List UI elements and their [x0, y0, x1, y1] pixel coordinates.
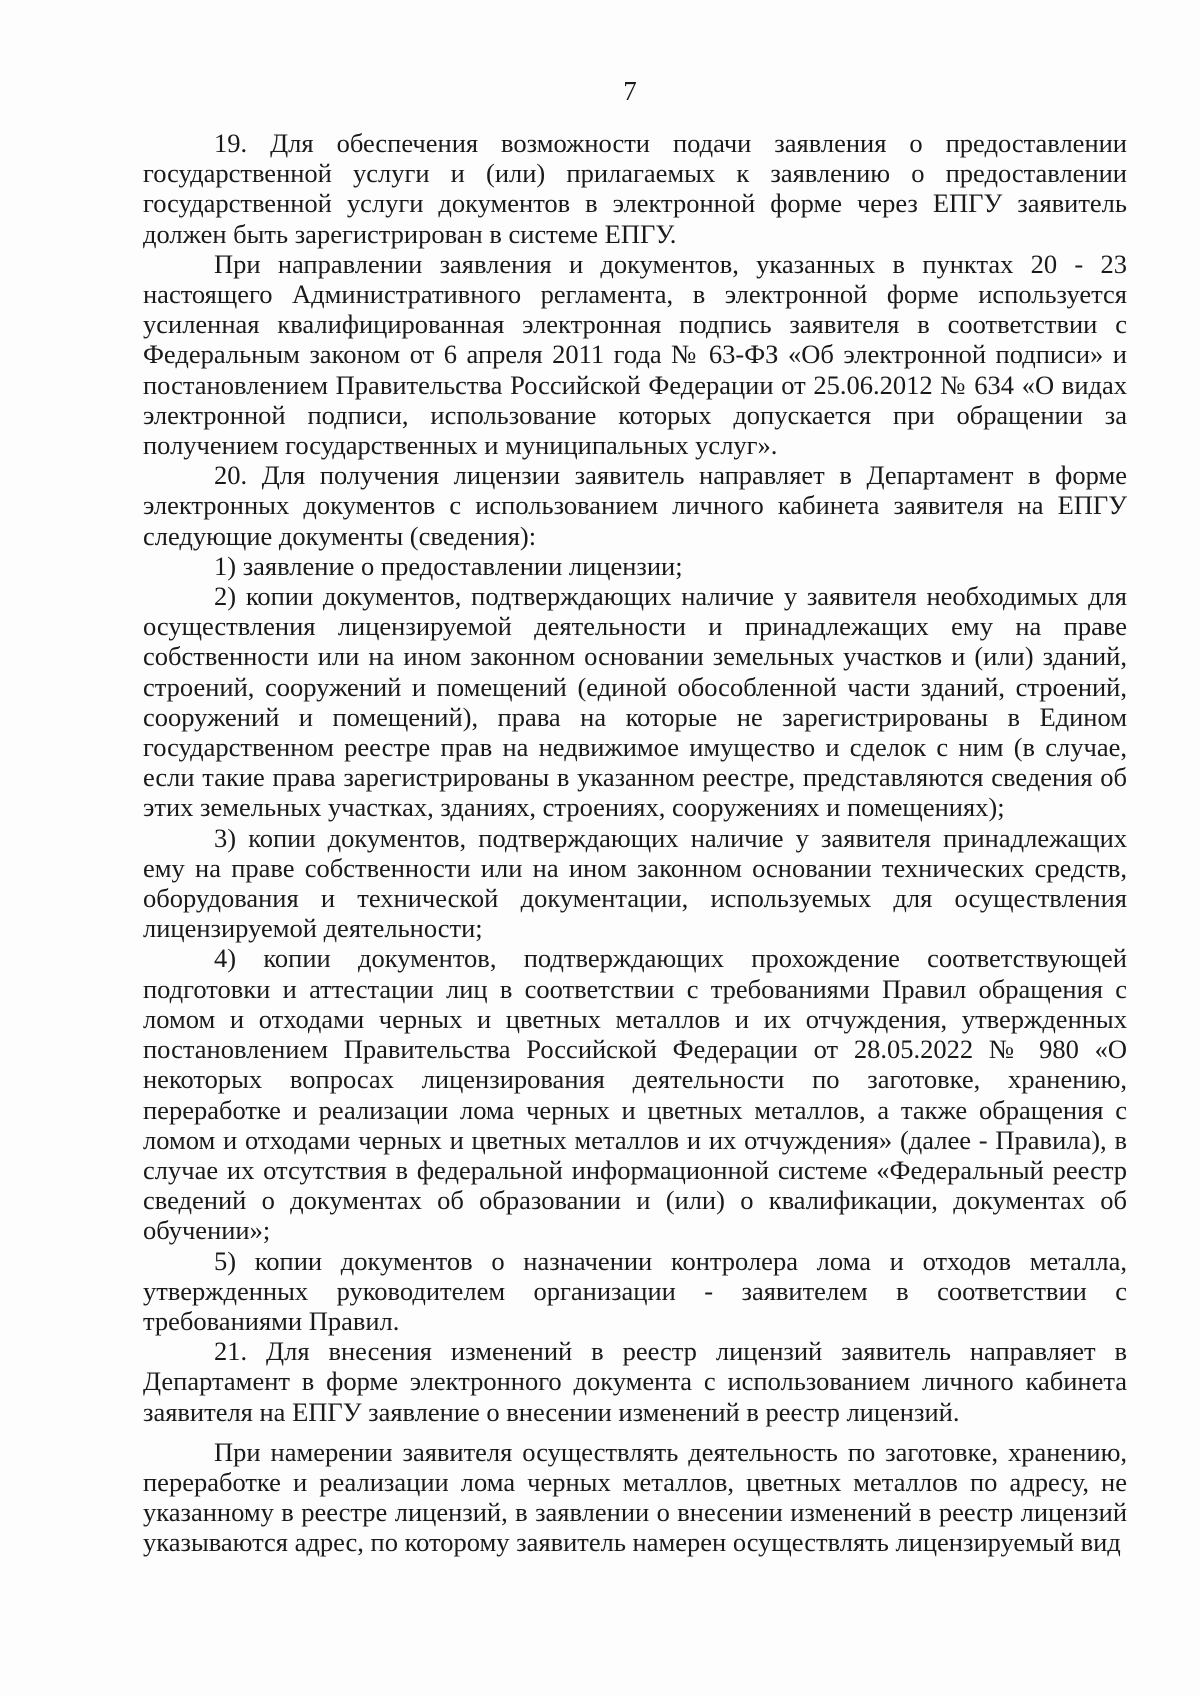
paragraph-21-address: При намерении заявителя осуществлять деятельность по заготовке, хранению, переработке и реализации лома черных металлов, цветных металлов по адресу, не указанному в реестре лицензий, в заявлении о внесении изменений в реестр лицензий указываются адрес, по которому заявитель намерен осуществлять лицензируемый вид [143, 1436, 1127, 1558]
page-number: 7 [623, 76, 637, 106]
paragraph-20-item-1: 1) заявление о предоставлении лицензии; [214, 550, 683, 581]
paragraph-21: 21. Для внесения изменений в реестр лицензий заявитель направляет в Департамент в форме электронного документа с использованием личного кабинета заявителя на ЕПГУ заявление о внесении изменений в реестр лицензий. [143, 1336, 1127, 1427]
paragraph-20: 20. Для получения лицензии заявитель направляет в Департамент в форме электронных документов с использованием личного кабинета заявителя на ЕПГУ следующие документы (сведения): [143, 460, 1127, 551]
paragraph-20-item-2: 2) копии документов, подтверждающих наличие у заявителя необходимых для осуществления лицензируемой деятельности и принадлежащих ему на праве собственности или на ином законном основании земельных участков и (или) зданий, строений, сооружений и помещений (единой обособленной части зданий, строений, сооружений и помещений), права на которые не зарегистрированы в Едином государственном реестре прав на недвижимое имущество и сделок с ним (в случае, если такие права зарегистрированы в указанном реестре, представляются сведения об этих земельных участках, зданиях, строениях, сооружениях и помещениях); [143, 581, 1127, 823]
paragraph-19: 19. Для обеспечения возможности подачи заявления о предоставлении государственной услуги и (или) прилагаемых к заявлению о предоставлении государственной услуги документов в электронной форме через ЕПГУ заявитель должен быть зарегистрирован в системе ЕПГУ. [143, 128, 1127, 249]
document-body [143, 128, 1127, 1558]
paragraph-20-item-3: 3) копии документов, подтверждающих наличие у заявителя принадлежащих ему на праве собственности или на ином законном основании технических средств, оборудования и технической документации, используемых для осуществления лицензируемой деятельности; [143, 822, 1127, 944]
paragraph-20-item-4: 4) копии документов, подтверждающих прохождение соответствующей подготовки и аттестации лиц в соответствии с требованиями Правил обращения с ломом и отходами черных и цветных металлов и их отчуждения, утвержденных постановлением Правительства Российской Федерации от 28.05.2022 № 980 «О некоторых вопросах лицензирования деятельности по заготовке, хранению, переработке и реализации лома черных и цветных металлов, а также обращения с ломом и отходами черных и цветных металлов и их отчуждения» (далее - Правила), в случае их отсутствия в федеральной информационной системе «Федеральный реестр сведений о документах об образовании и (или) о квалификации, документах об обучении»; [143, 943, 1127, 1246]
paragraph-19-signature: При направлении заявления и документов, указанных в пунктах 20 - 23 настоящего Административного регламента, в электронной форме используется усиленная квалифицированная электронная подпись заявителя в соответствии с Федеральным законом от 6 апреля 2011 года № 63-ФЗ «Об электронной подписи» и постановлением Правительства Российской Федерации от 25.06.2012 № 634 «О видах электронной подписи, использование которых допускается при обращении за получением государственных и муниципальных услуг». [143, 248, 1127, 461]
paragraph-20-item-5: 5) копии документов о назначении контролера лома и отходов металла, утвержденных руководителем организации - заявителем в соответствии с требованиями Правил. [143, 1245, 1127, 1336]
